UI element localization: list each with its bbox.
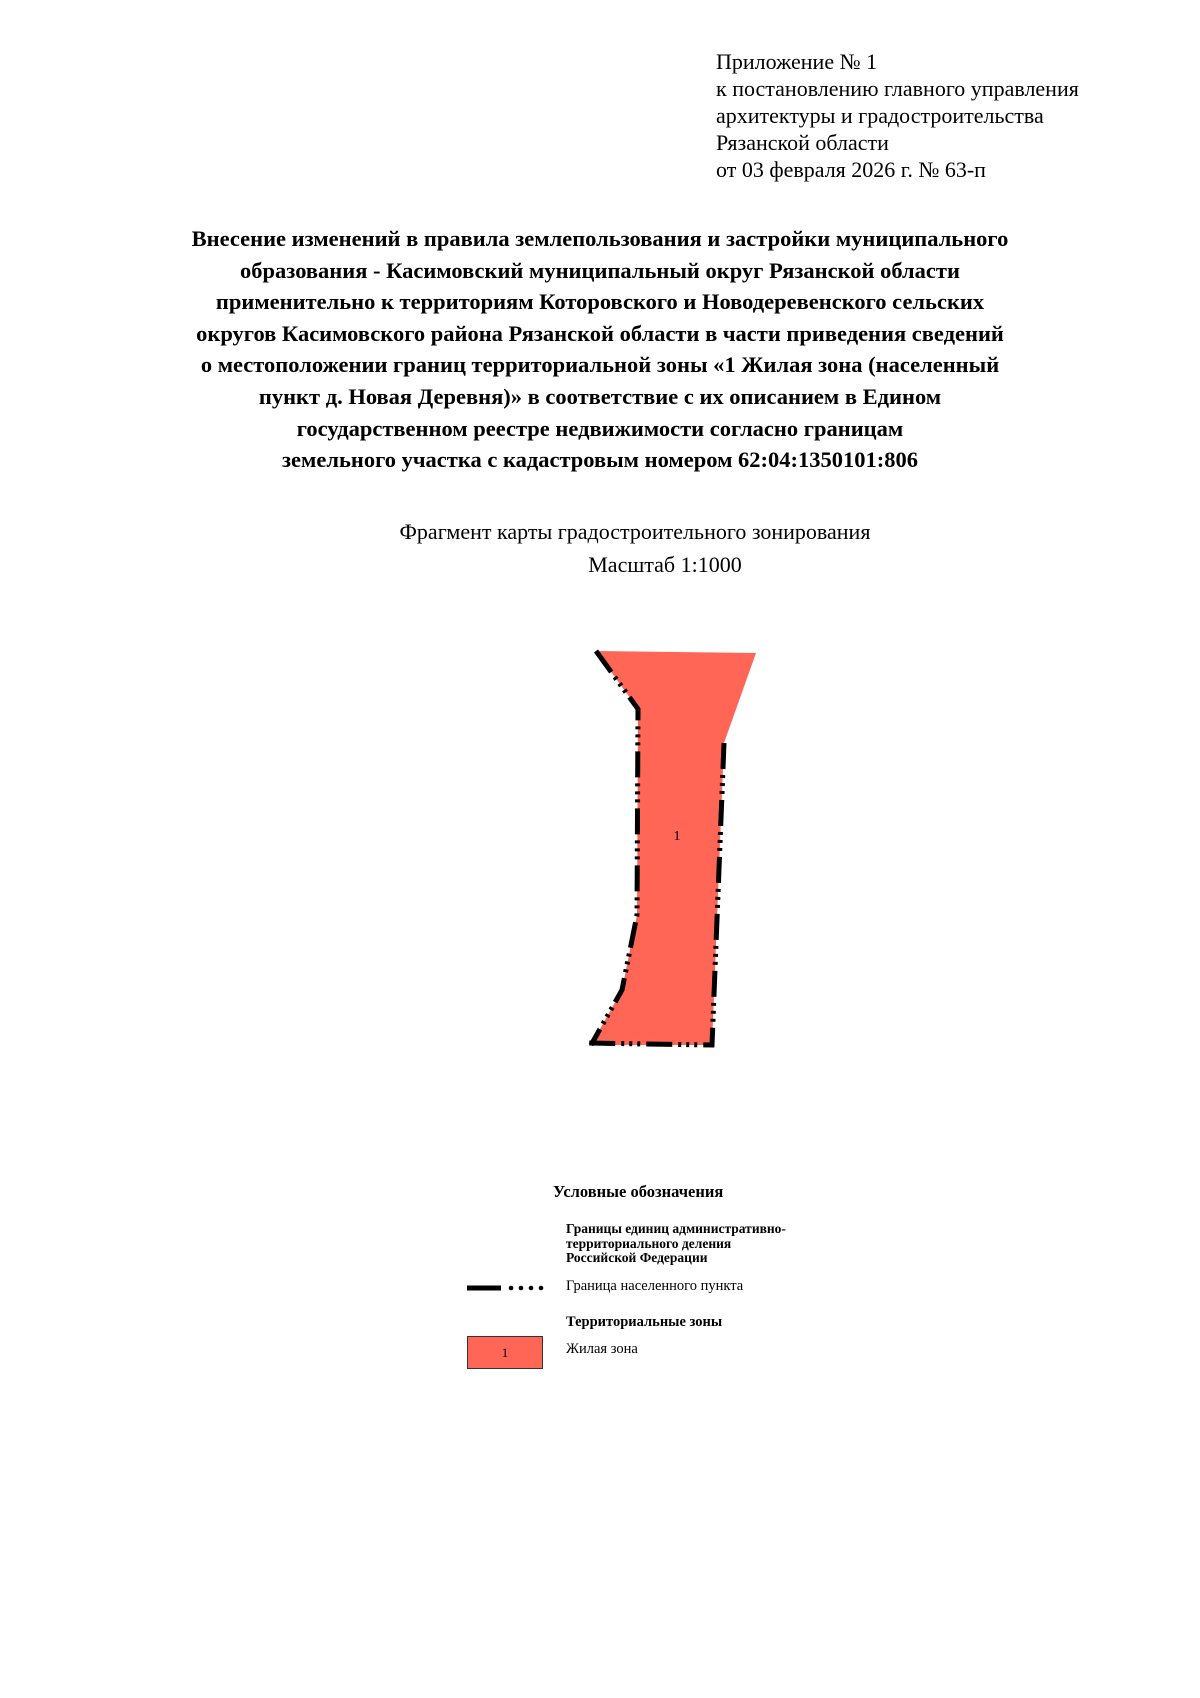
- legend-title: Условные обозначения: [553, 1182, 724, 1201]
- legend-admin-line: Российской Федерации: [566, 1250, 708, 1265]
- appendix-line: к постановлению главного управления: [716, 76, 1079, 101]
- settlement-boundary-symbol: [467, 1282, 547, 1294]
- appendix-line: от 03 февраля 2026 г. № 63-п: [716, 157, 986, 182]
- settlement-boundary-label: Граница населенного пункта: [566, 1278, 744, 1294]
- appendix-line: архитектуры и градостроительства: [716, 103, 1044, 128]
- map-subtitle: Фрагмент карты градостроительного зонирования: [399, 519, 871, 544]
- residential-zone-polygon: [591, 651, 756, 1045]
- residential-zone-label: Жилая зона: [566, 1341, 638, 1357]
- title-line: Внесение изменений в правила землепользования и застройки муниципального: [191, 226, 1009, 251]
- title-line: государственном реестре недвижимости согласно границам: [296, 415, 904, 441]
- residential-zone-swatch: 1: [467, 1336, 543, 1369]
- title-line: пункт д. Новая Деревня)» в соответствие с их описанием в Едином: [258, 383, 942, 409]
- legend-admin-line: территориального деления: [566, 1235, 732, 1251]
- title-line: округов Касимовского района Рязанской области в части приведения сведений: [196, 320, 1004, 346]
- legend-admin-line: Границы единиц административно-: [566, 1221, 786, 1236]
- title-line: применительно к территориям Которовского и Новодеревенского сельских: [215, 289, 985, 315]
- appendix-line: Рязанской области: [716, 130, 889, 155]
- map-scale: Масштаб 1:1000: [588, 552, 742, 577]
- title-line: о местоположении границ территориальной зоны «1 Жилая зона (населенный: [200, 352, 1000, 378]
- legend-admin-group: [566, 1222, 866, 1266]
- appendix-line: Приложение № 1: [716, 49, 878, 74]
- legend-zones-group: Территориальные зоны: [566, 1314, 723, 1330]
- legend: [460, 1170, 880, 1370]
- appendix-header: [716, 48, 1156, 183]
- title-line: земельного участка с кадастровым номером 62:04:1350101:806: [282, 447, 918, 473]
- zone-label: 1: [673, 829, 681, 844]
- document-title: [60, 223, 1140, 476]
- zoning-map-fragment: [560, 630, 780, 1050]
- title-line: образования - Касимовский муниципальный округ Рязанской области: [240, 257, 960, 283]
